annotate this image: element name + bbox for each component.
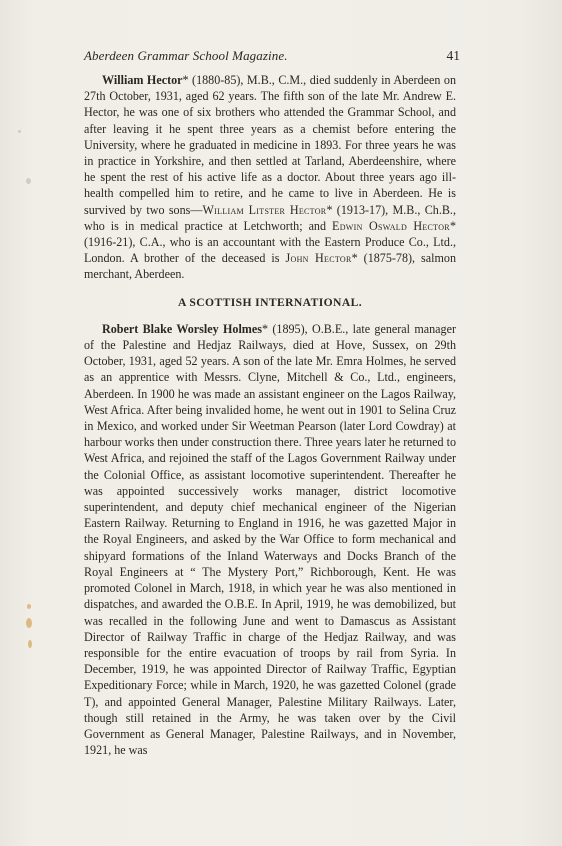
son-name: William Litster Hector — [202, 202, 327, 217]
brother-name: John Hector — [285, 251, 352, 266]
margin-speck — [18, 130, 21, 133]
obituary-text: * (1913-17), M.B., Ch.B., who is in medical practice at Letchworth; and — [84, 202, 456, 233]
section-heading: A SCOTTISH INTERNATIONAL. — [177, 295, 363, 309]
obituary-name: Robert Blake Worsley Holmes — [102, 321, 262, 336]
obituary-name: William Hector — [102, 73, 183, 87]
margin-speck — [28, 640, 32, 648]
obituary-holmes — [84, 321, 456, 758]
obituary-text: * (1880-85), M.B., C.M., died suddenly in Aberdeen on 27th October, 1931, aged 62 years. The fifth son of the late Mr. Andrew E. Hector, he was one of six brothers who attended the Grammar School, and after leaving it he spent three years as a chemist before entering the University, where he graduated in medicine in 1893. For three years he was in practice in Yorkshire, and then settled at Tarland, Aberdeenshire, where he spent the rest of his active life as a doctor. About three years ago ill-health compelled him to retire, and he came to live in Aberdeen. He is survived by two sons— — [84, 73, 456, 217]
son-name: Edwin Oswald Hector — [332, 218, 450, 233]
obituary-hector — [84, 72, 456, 283]
page-header — [0, 48, 460, 68]
article-body — [84, 72, 456, 758]
obituary-text: * (1875-78), salmon merchant, Aberdeen. — [84, 251, 456, 282]
margin-speck — [27, 604, 31, 609]
obituary-text: * (1895), O.B.E., late general manager of the Palestine and Hedjaz Railways, died at Hove, Sussex, on 29th October, 1931, aged 52 years. A son of the late Mr. Emra Holmes, he served as an apprentice with Messrs. Clyne, Mitchell & Co., Ltd., engineers, Aberdeen. In 1900 he was made an assistant engineer on the Lagos Railway, West Africa. After being invalided home, he went out in 1901 to Selina Cruz in Mexico, and worked under Sir Weetman Pearson (later Lord Cowdray) at harbour works then under construction there. Three years later he returned to West Africa, and rejoined the staff of the Lagos Government Railway under the Colonial Office, as assistant locomotive superintendent. Thereafter he was appointed successively works manager, district locomotive superintendent, and deputy chief mechanical engineer of the Nigerian Eastern Railway. Returning to England in 1916, he was gazetted Major in the Royal Engineers, and asked by the War Office to form mechanical and shipyard formations of the Inland Waterways and Docks Branch of the Royal Engineers at “ The Mystery Port,” Richborough, Kent. He was promoted Colonel in March, 1918, in which year he was also mentioned in dispatches, and awarded the O.B.E. In April, 1919, he was demobilized, but was recalled in the following June and went to Damascus as Assistant Director of Railway Traffic in charge of the Hedjaz Railway, and was responsible for the entire evacuation of troops by rail from Syria. In December, 1919, he was appointed Director of Railway Traffic, Egyptian Expeditionary Force; while in March, 1920, he was gazetted Colonel (grade T), and appointed General Manager, Palestine Military Railways. Later, though still retained in the Army, he was taken over by the Civil Government as General Manager, Palestine Railways, and in November, 1921, he was — [84, 321, 456, 758]
obituary-text: * (1916-21), C.A., who is an accountant with the Eastern Produce Co., Ltd., London. A brother of the deceased is — [84, 218, 456, 266]
page-number: 41 — [446, 48, 460, 63]
margin-speck — [26, 178, 31, 184]
margin-speck — [26, 618, 32, 628]
running-title: Aberdeen Grammar School Magazine. — [84, 48, 288, 63]
